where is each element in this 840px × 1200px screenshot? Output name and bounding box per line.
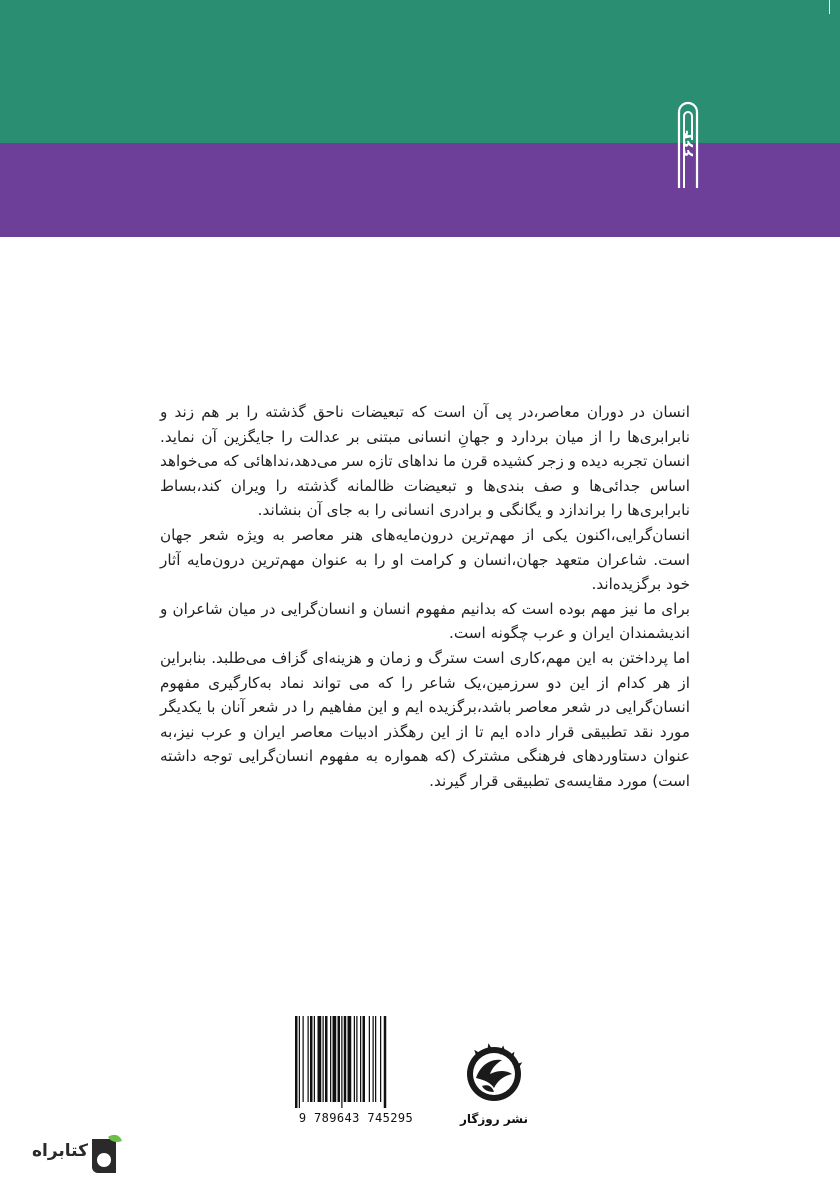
paragraph-4: اما پرداختن به این مهم،کاری است سترگ و زمان و هزینه‌ای گزاف می‌طلبد. بنابراین از هر کدام از این دو سرزمین،یک شاعر را که می تواند نماد به‌کارگیری مفهوم انسان‌گرایی در شعر معاصر باشد،برگزیده ایم و این مفاهیم را در شعر آنان با یکدیگر مورد نقد تطبیقی قرار داده ایم تا از این رهگذر ادبیات معاصر ایران و عرب نیز،به عنوان دستاوردهای فرهنگی مشترک (که همواره به مفهوم انسان‌گرایی توجه داشته است) مورد مقایسه‌ی تطبیقی قرار گیرند. [160,648,690,790]
publisher-name: نشر روزگار [459,1112,529,1126]
ketabrah-watermark [24,1133,128,1179]
publisher-emblem-icon [460,1040,528,1108]
paragraph-1: انسان در دوران معاصر،در پی آن است که تبعیضات ناحق گذشته را بر هم زند و نابرابری‌ها را از میان بردارد و جهانِ انسانی مبتنی بر عدالت را جایگزین آن نماید. انسان تجربه دیده و زجر کشیده قرن ما نداهای تازه سر می‌دهد،نداهائی که می‌خواهد اساس جدائی‌ها و صف بندی‌ها و تبعیضات ظالمانه گذشته را ویران کند،بساط نابرابری‌ها را براندازد و یگانگی و برادری انسانی را به جای آن بنشاند. [160,403,690,520]
ketabrah-name: کتابراه [31,1141,88,1161]
isbn-barcode [288,1014,424,1130]
series-number: ۶۶۴ [679,130,697,158]
barcode-bars [295,1016,417,1108]
paragraph-3: برای ما نیز مهم بوده است که بدانیم مفهوم انسان و انسان‌گرایی در میان شاعران و اندیشمندان ایران و عرب چگونه است. [160,599,690,643]
series-badge [672,96,704,192]
barcode-digits: 9 789643 745295 [298,1111,414,1125]
paragraph-2: انسان‌گرایی،اکنون یکی از مهم‌ترین درون‌مایه‌های هنر معاصر به ویژه شعر جهان است. شاعران متعهد جهان،انسان و کرامت او را به عنوان مهم‌ترین درون‌مایه آثار خود برگزیده‌اند. [160,525,690,594]
ketabrah-logo-icon [84,1133,124,1179]
back-cover-text [160,400,690,794]
second-color-band [0,143,840,237]
top-color-band [0,0,840,143]
trim-mark [829,0,830,14]
publisher-mark [452,1040,536,1130]
